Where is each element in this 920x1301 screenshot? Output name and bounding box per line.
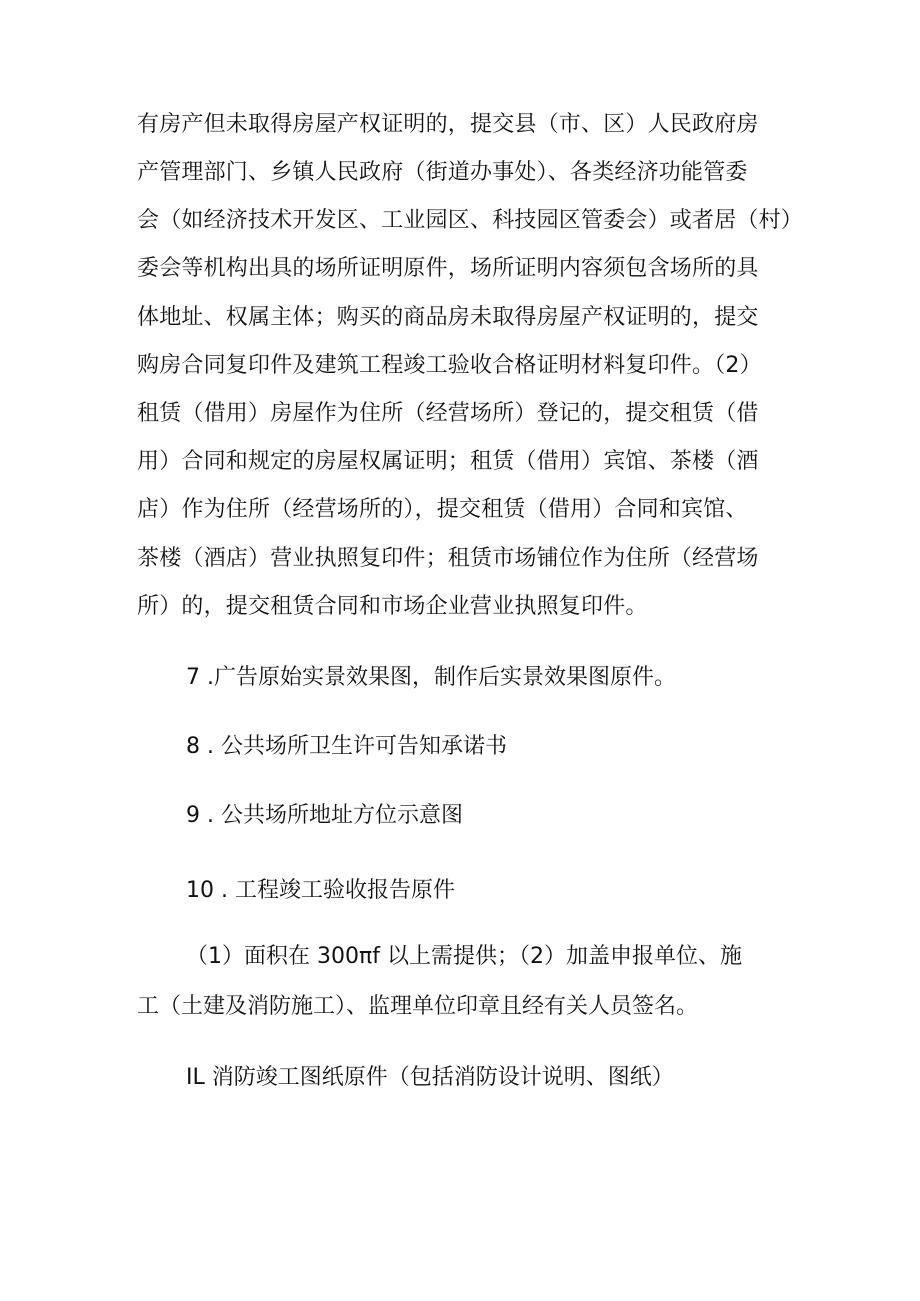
list-item-7: 7 .广告原始实景效果图，制作后实景效果图原件。 — [186, 665, 676, 690]
paragraph-line: 有房产但未取得房屋产权证明的，提交县（市、区）人民政府房 — [137, 112, 759, 137]
paragraph-line: 委会等机构出具的场所证明原件，场所证明内容须包含场所的具 — [137, 256, 759, 281]
list-item-11: IL 消防竣工图纸原件（包括消防设计说明、图纸） — [186, 1065, 674, 1090]
paragraph-line: 租赁（借用）房屋作为住所（经营场所）登记的，提交租赁（借 — [137, 401, 759, 426]
paragraph-line: 产管理部门、乡镇人民政府（街道办事处）、各类经济功能管委 — [137, 160, 748, 185]
note-line-2: 工（土建及消防施工）、监理单位印章且经有关人员签名。 — [137, 994, 699, 1019]
paragraph-line: 店）作为住所（经营场所的），提交租赁（借用）合同和宾馆、 — [137, 497, 748, 522]
paragraph-line: 购房合同复印件及建筑工程竣工验收合格证明材料复印件。（2） — [137, 353, 762, 378]
list-item-8: 8 . 公共场所卫生许可告知承诺书 — [186, 734, 507, 759]
paragraph-line: 会（如经济技术开发区、工业园区、科技园区管委会）或者居（村） — [137, 208, 804, 233]
note-line-1: （1）面积在 300πf 以上需提供；（2）加盖申报单位、施 — [186, 944, 742, 969]
paragraph-line: 体地址、权属主体；购买的商品房未取得房屋产权证明的，提交 — [137, 305, 759, 330]
paragraph-line: 所）的，提交租赁合同和市场企业营业执照复印件。 — [137, 594, 648, 619]
list-item-10: 10 . 工程竣工验收报告原件 — [186, 878, 455, 903]
list-item-9: 9 . 公共场所地址方位示意图 — [186, 803, 463, 828]
paragraph-line: 用）合同和规定的房屋权属证明；租赁（借用）宾馆、茶楼（酒 — [137, 449, 759, 474]
paragraph-line: 茶楼（酒店）营业执照复印件；租赁市场铺位作为住所（经营场 — [137, 546, 759, 571]
